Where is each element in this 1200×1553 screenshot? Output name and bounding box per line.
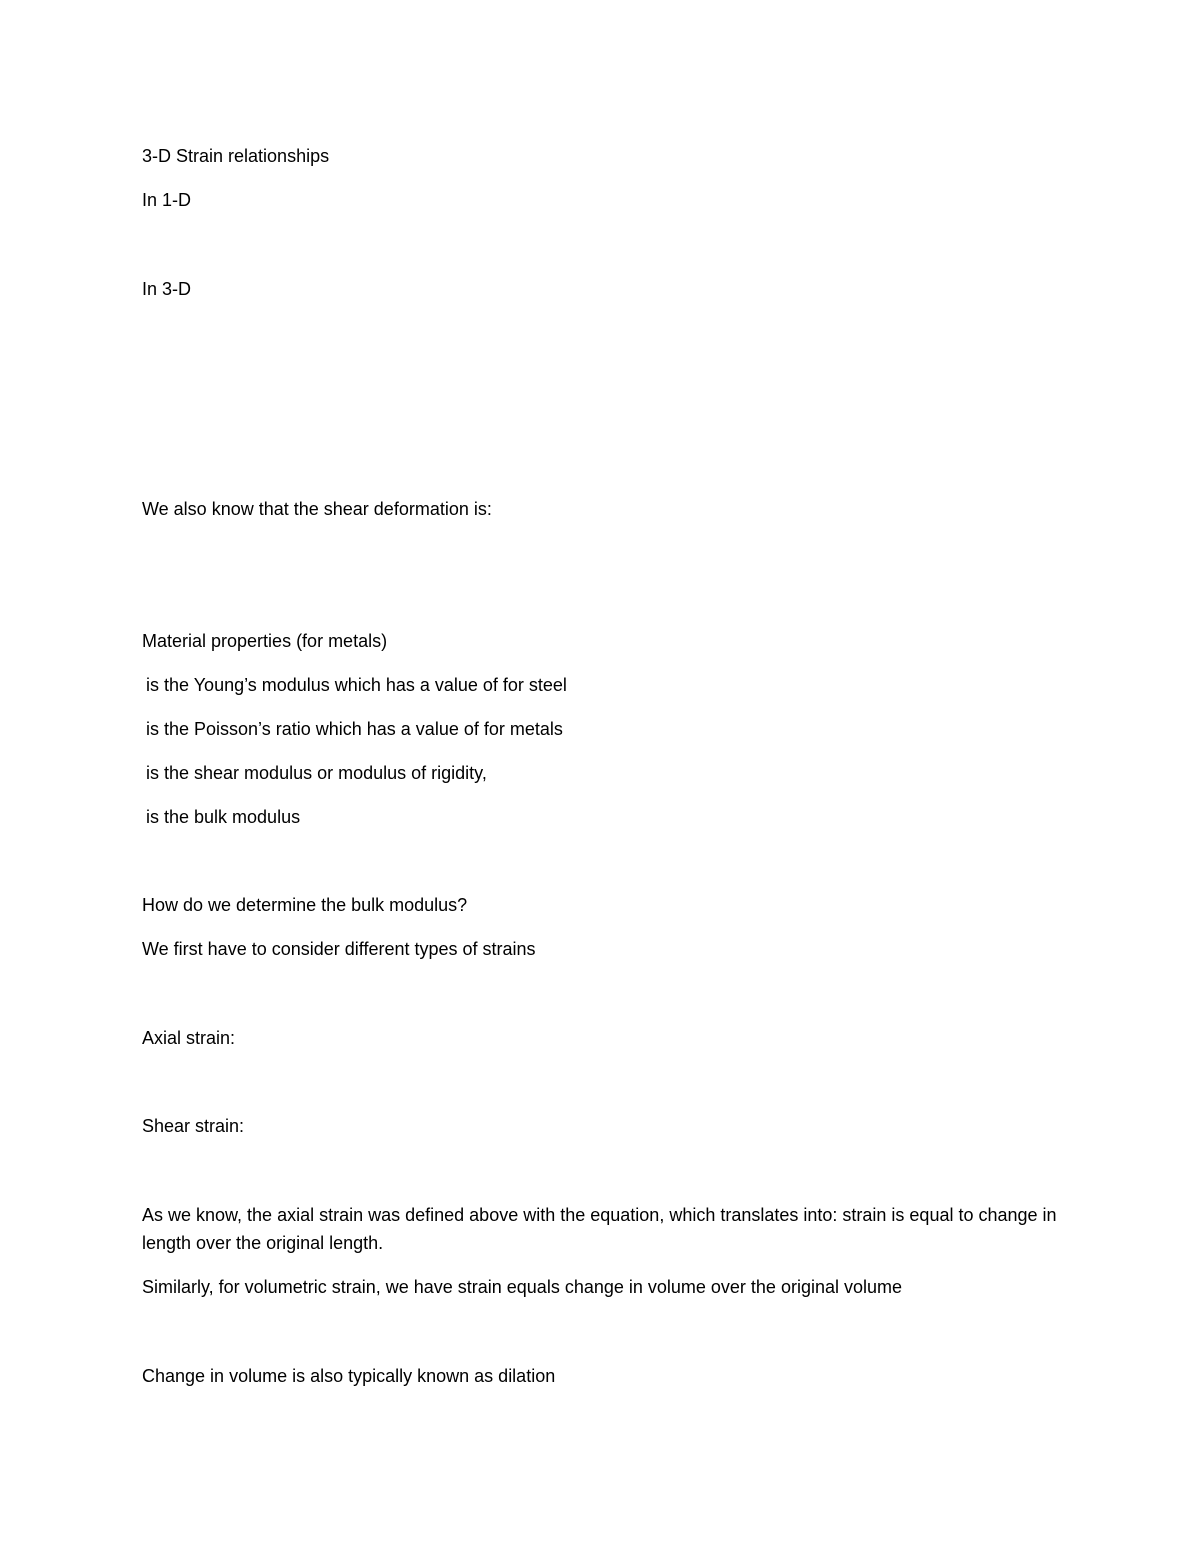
document-heading: 3-D Strain relationships [142,146,330,166]
property-bulk-modulus: is the bulk modulus [146,807,301,827]
bulk-modulus-question: How do we determine the bulk modulus? [142,895,468,915]
material-properties-heading: Material properties (for metals) [142,631,388,651]
axial-strain-explanation: As we know, the axial strain was defined above with the equation, which translates into: strain is equal to change in length over the original length. [142,1205,1057,1253]
property-shear-modulus: is the shear modulus or modulus of rigidity, [146,763,487,783]
axial-strain-label: Axial strain: [142,1028,236,1048]
property-youngs-modulus: is the Young’s modulus which has a value of for steel [146,675,567,695]
shear-deformation-text: We also know that the shear deformation is: [142,499,492,519]
shear-strain-label: Shear strain: [142,1116,245,1136]
in-3d-label: In 3-D [142,279,192,299]
volumetric-strain-text: Similarly, for volumetric strain, we have strain equals change in volume over the original volume [142,1277,903,1297]
in-1d-label: In 1-D [142,190,192,210]
property-poissons-ratio: is the Poisson’s ratio which has a value of for metals [146,719,563,739]
strain-types-text: We first have to consider different types of strains [142,939,536,959]
dilation-text: Change in volume is also typically known as dilation [142,1366,556,1386]
